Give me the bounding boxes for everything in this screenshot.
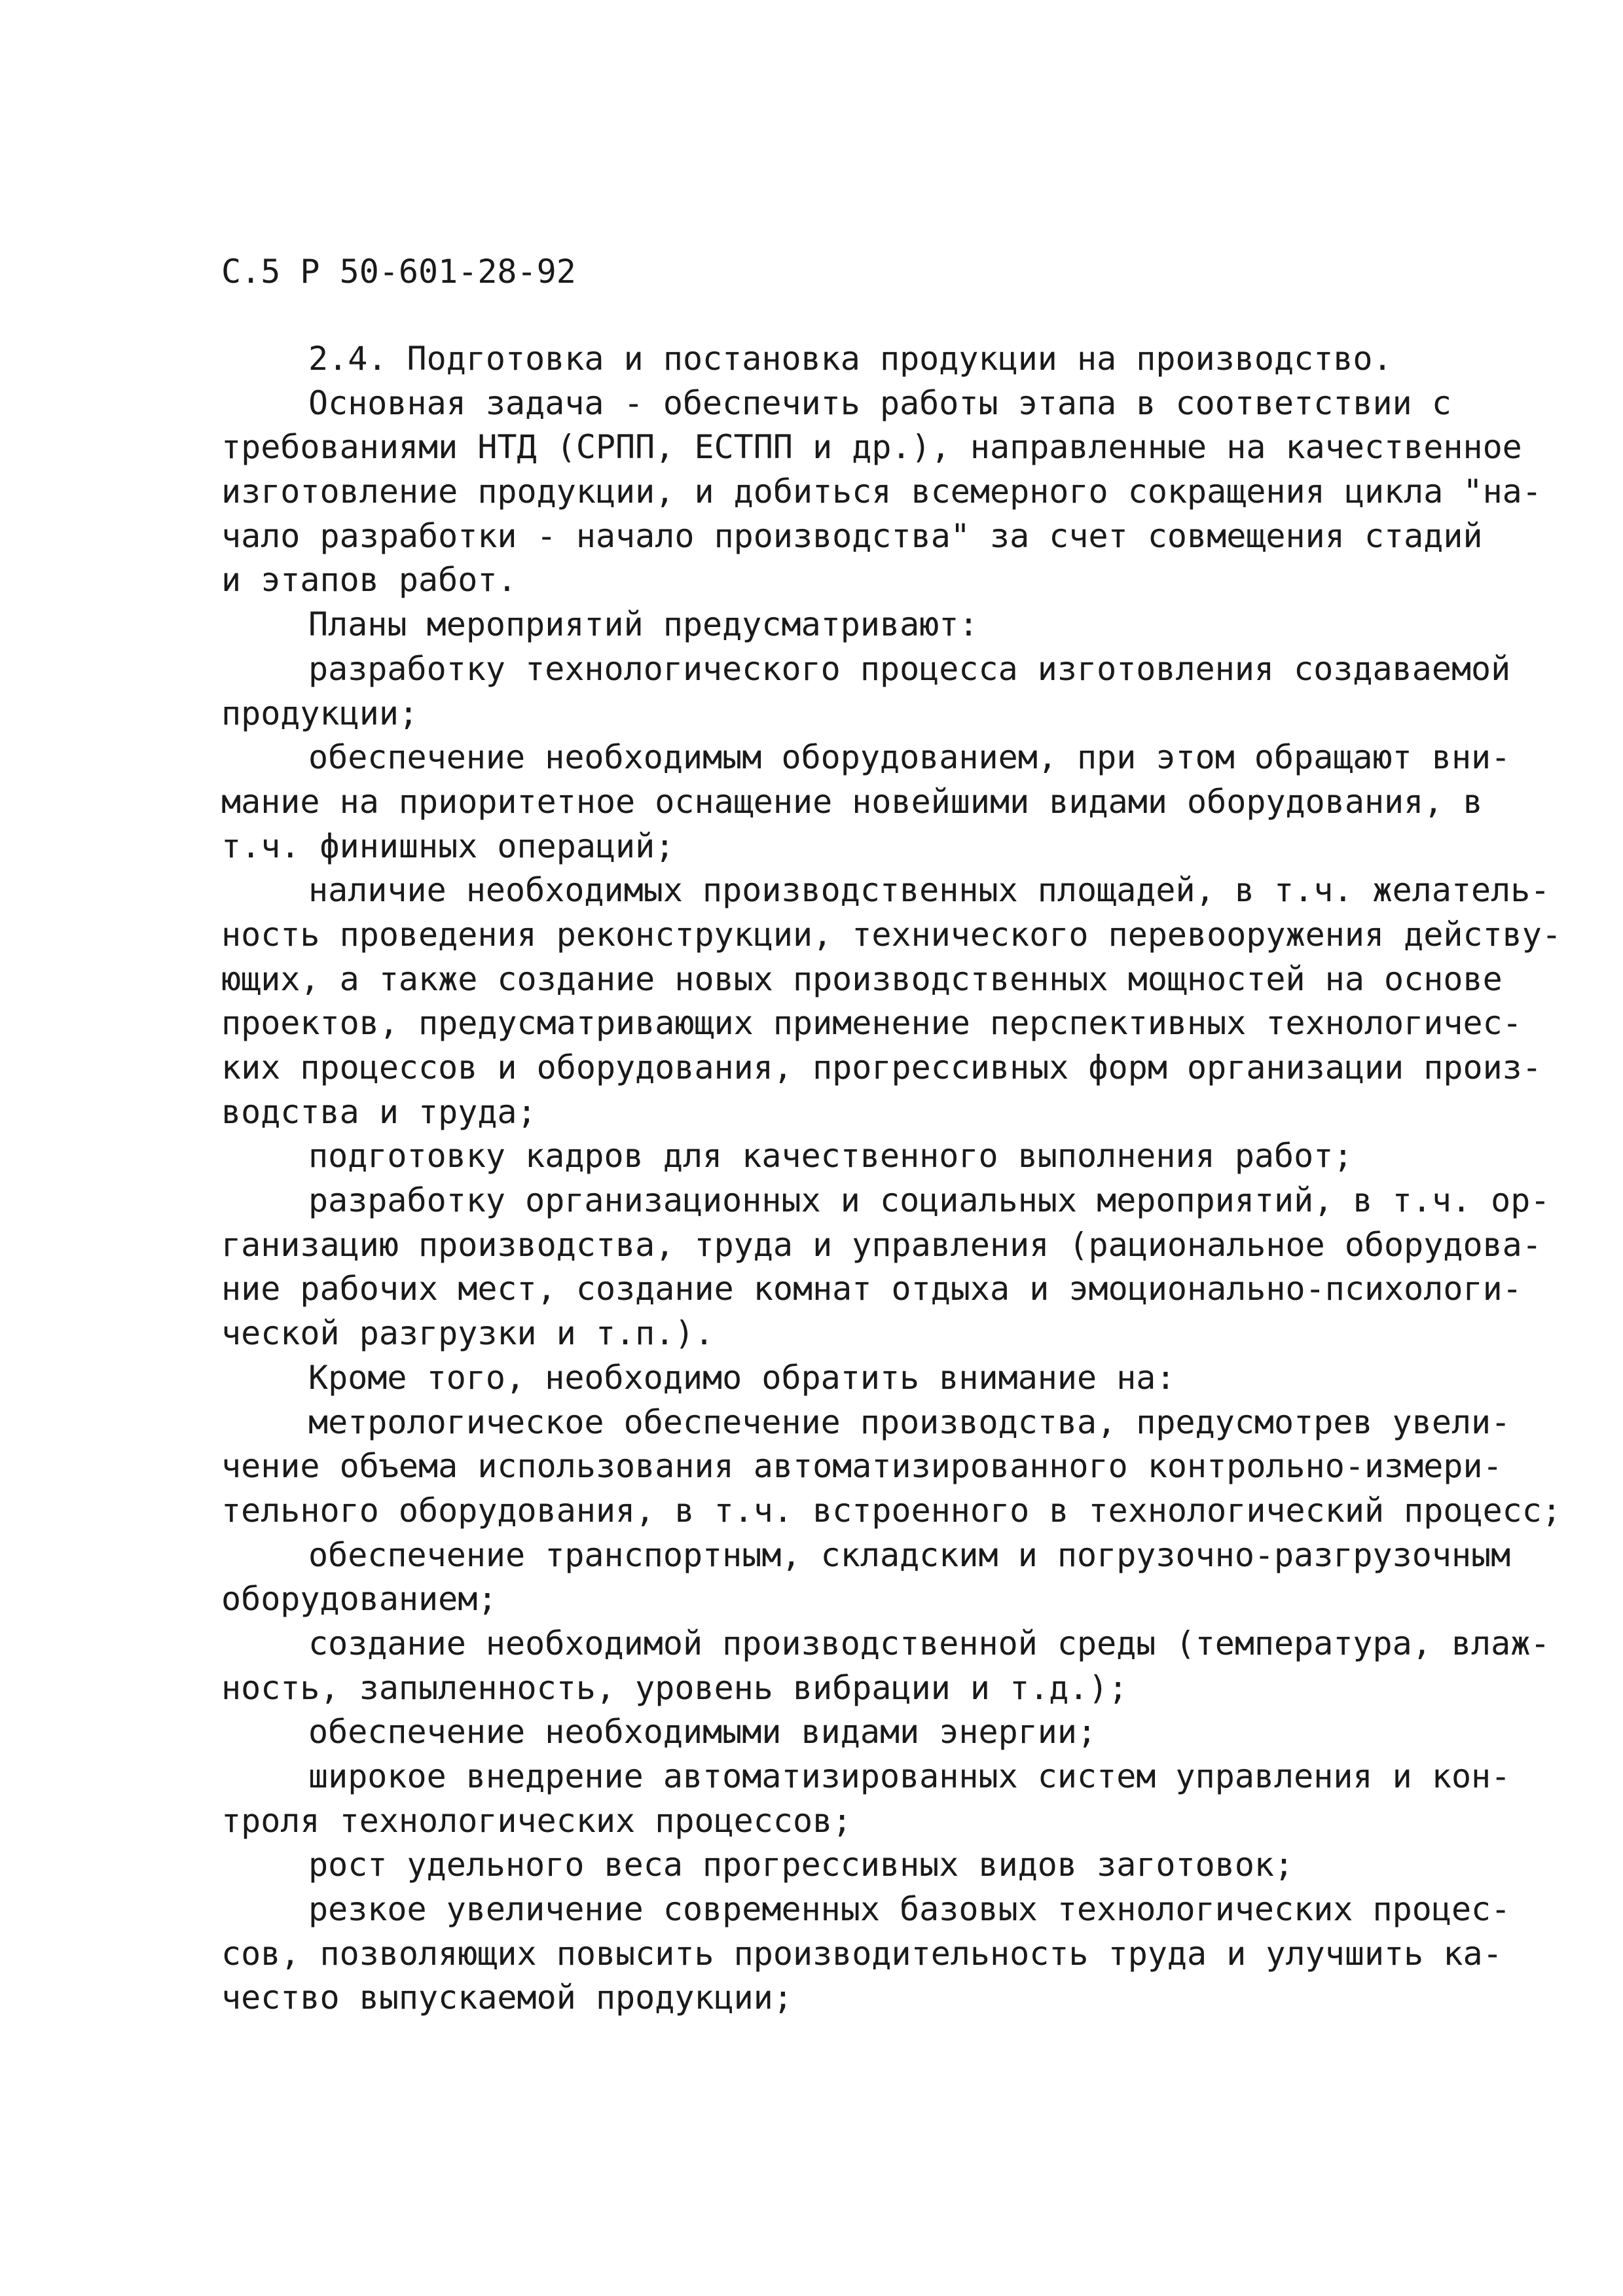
text-line: наличие необходимых производственных площадей, в т.ч. желатель- [308, 871, 1550, 910]
text-line: троля технологических процессов; [221, 1801, 852, 1840]
text-line: чало разработки - начало производства" за счет совмещения стадий [221, 516, 1483, 555]
text-line: создание необходимой производственной среды (температура, влаж- [308, 1624, 1550, 1662]
page-header: С.5 Р 50-601-28-92 [221, 253, 576, 291]
text-line: ких процессов и оборудования, прогрессивных форм организации произ- [221, 1049, 1542, 1086]
text-line: рост удельного веса прогрессивных видов заготовок; [308, 1846, 1294, 1884]
text-line: чение объема использования автоматизированного контрольно-измери- [221, 1447, 1503, 1486]
text-line: мание на приоритетное оснащение новейшими видами оборудования, в [221, 782, 1483, 821]
text-line: разработку организационных и социальных мероприятий, в т.ч. ор- [308, 1181, 1550, 1220]
text-line: ческой разгрузки и т.п.). [221, 1314, 714, 1353]
text-line: разработку технологического процесса изготовления создаваемой [308, 649, 1511, 688]
text-line: ющих, а также создание новых производственных мощностей на основе [221, 960, 1503, 998]
text-line: Кроме того, необходимо обратить внимание на: [308, 1358, 1176, 1397]
text-line: обеспечение транспортным, складским и погрузочно-разгрузочным [308, 1535, 1511, 1574]
text-line: ность проведения реконструкции, технического перевооружения действу- [221, 915, 1561, 954]
text-line: Основная задача - обеспечить работы этапа в соответствии с [308, 384, 1451, 422]
text-line: требованиями НТД (СРПП, ЕСТПП и др.), направленные на качественное [221, 428, 1522, 467]
text-line: метрологическое обеспечение производства, предусмотрев увели- [308, 1403, 1511, 1441]
text-line: продукции; [221, 694, 419, 732]
text-line: изготовление продукции, и добиться всемерного сокращения цикла "на- [221, 473, 1542, 511]
section-heading: 2.4. Подготовка и постановка продукции на производство. [308, 340, 1393, 378]
text-line: водства и труда; [221, 1092, 537, 1131]
text-line: ганизацию производства, труда и управления (рациональное оборудова- [221, 1225, 1542, 1264]
text-line: проектов, предусматривающих применение перспективных технологичес- [221, 1004, 1522, 1043]
text-line: тельного оборудования, в т.ч. встроенного в технологический процесс; [221, 1491, 1561, 1530]
text-line: обеспечение необходимым оборудованием, при этом обращают вни- [308, 738, 1511, 777]
text-line: и этапов работ. [221, 561, 517, 600]
text-line: подготовку кадров для качественного выполнения работ; [308, 1137, 1353, 1175]
text-line: чество выпускаемой продукции; [221, 1979, 793, 2017]
document-body [221, 337, 1561, 2020]
text-line: оборудованием; [221, 1580, 498, 1619]
text-line: Планы мероприятий предусматривают: [308, 605, 979, 644]
text-line: резкое увеличение современных базовых технологических процес- [308, 1890, 1511, 1929]
text-line: ние рабочих мест, создание комнат отдыха и эмоционально-психологи- [221, 1270, 1522, 1308]
text-line: сов, позволяющих повысить производительность труда и улучшить ка- [221, 1934, 1503, 1973]
text-line: обеспечение необходимыми видами энергии; [308, 1713, 1097, 1751]
text-line: ность, запыленность, уровень вибрации и т.д.); [221, 1668, 1128, 1707]
text-line: широкое внедрение автоматизированных систем управления и кон- [308, 1757, 1511, 1795]
text-line: т.ч. финишных операций; [221, 827, 675, 865]
